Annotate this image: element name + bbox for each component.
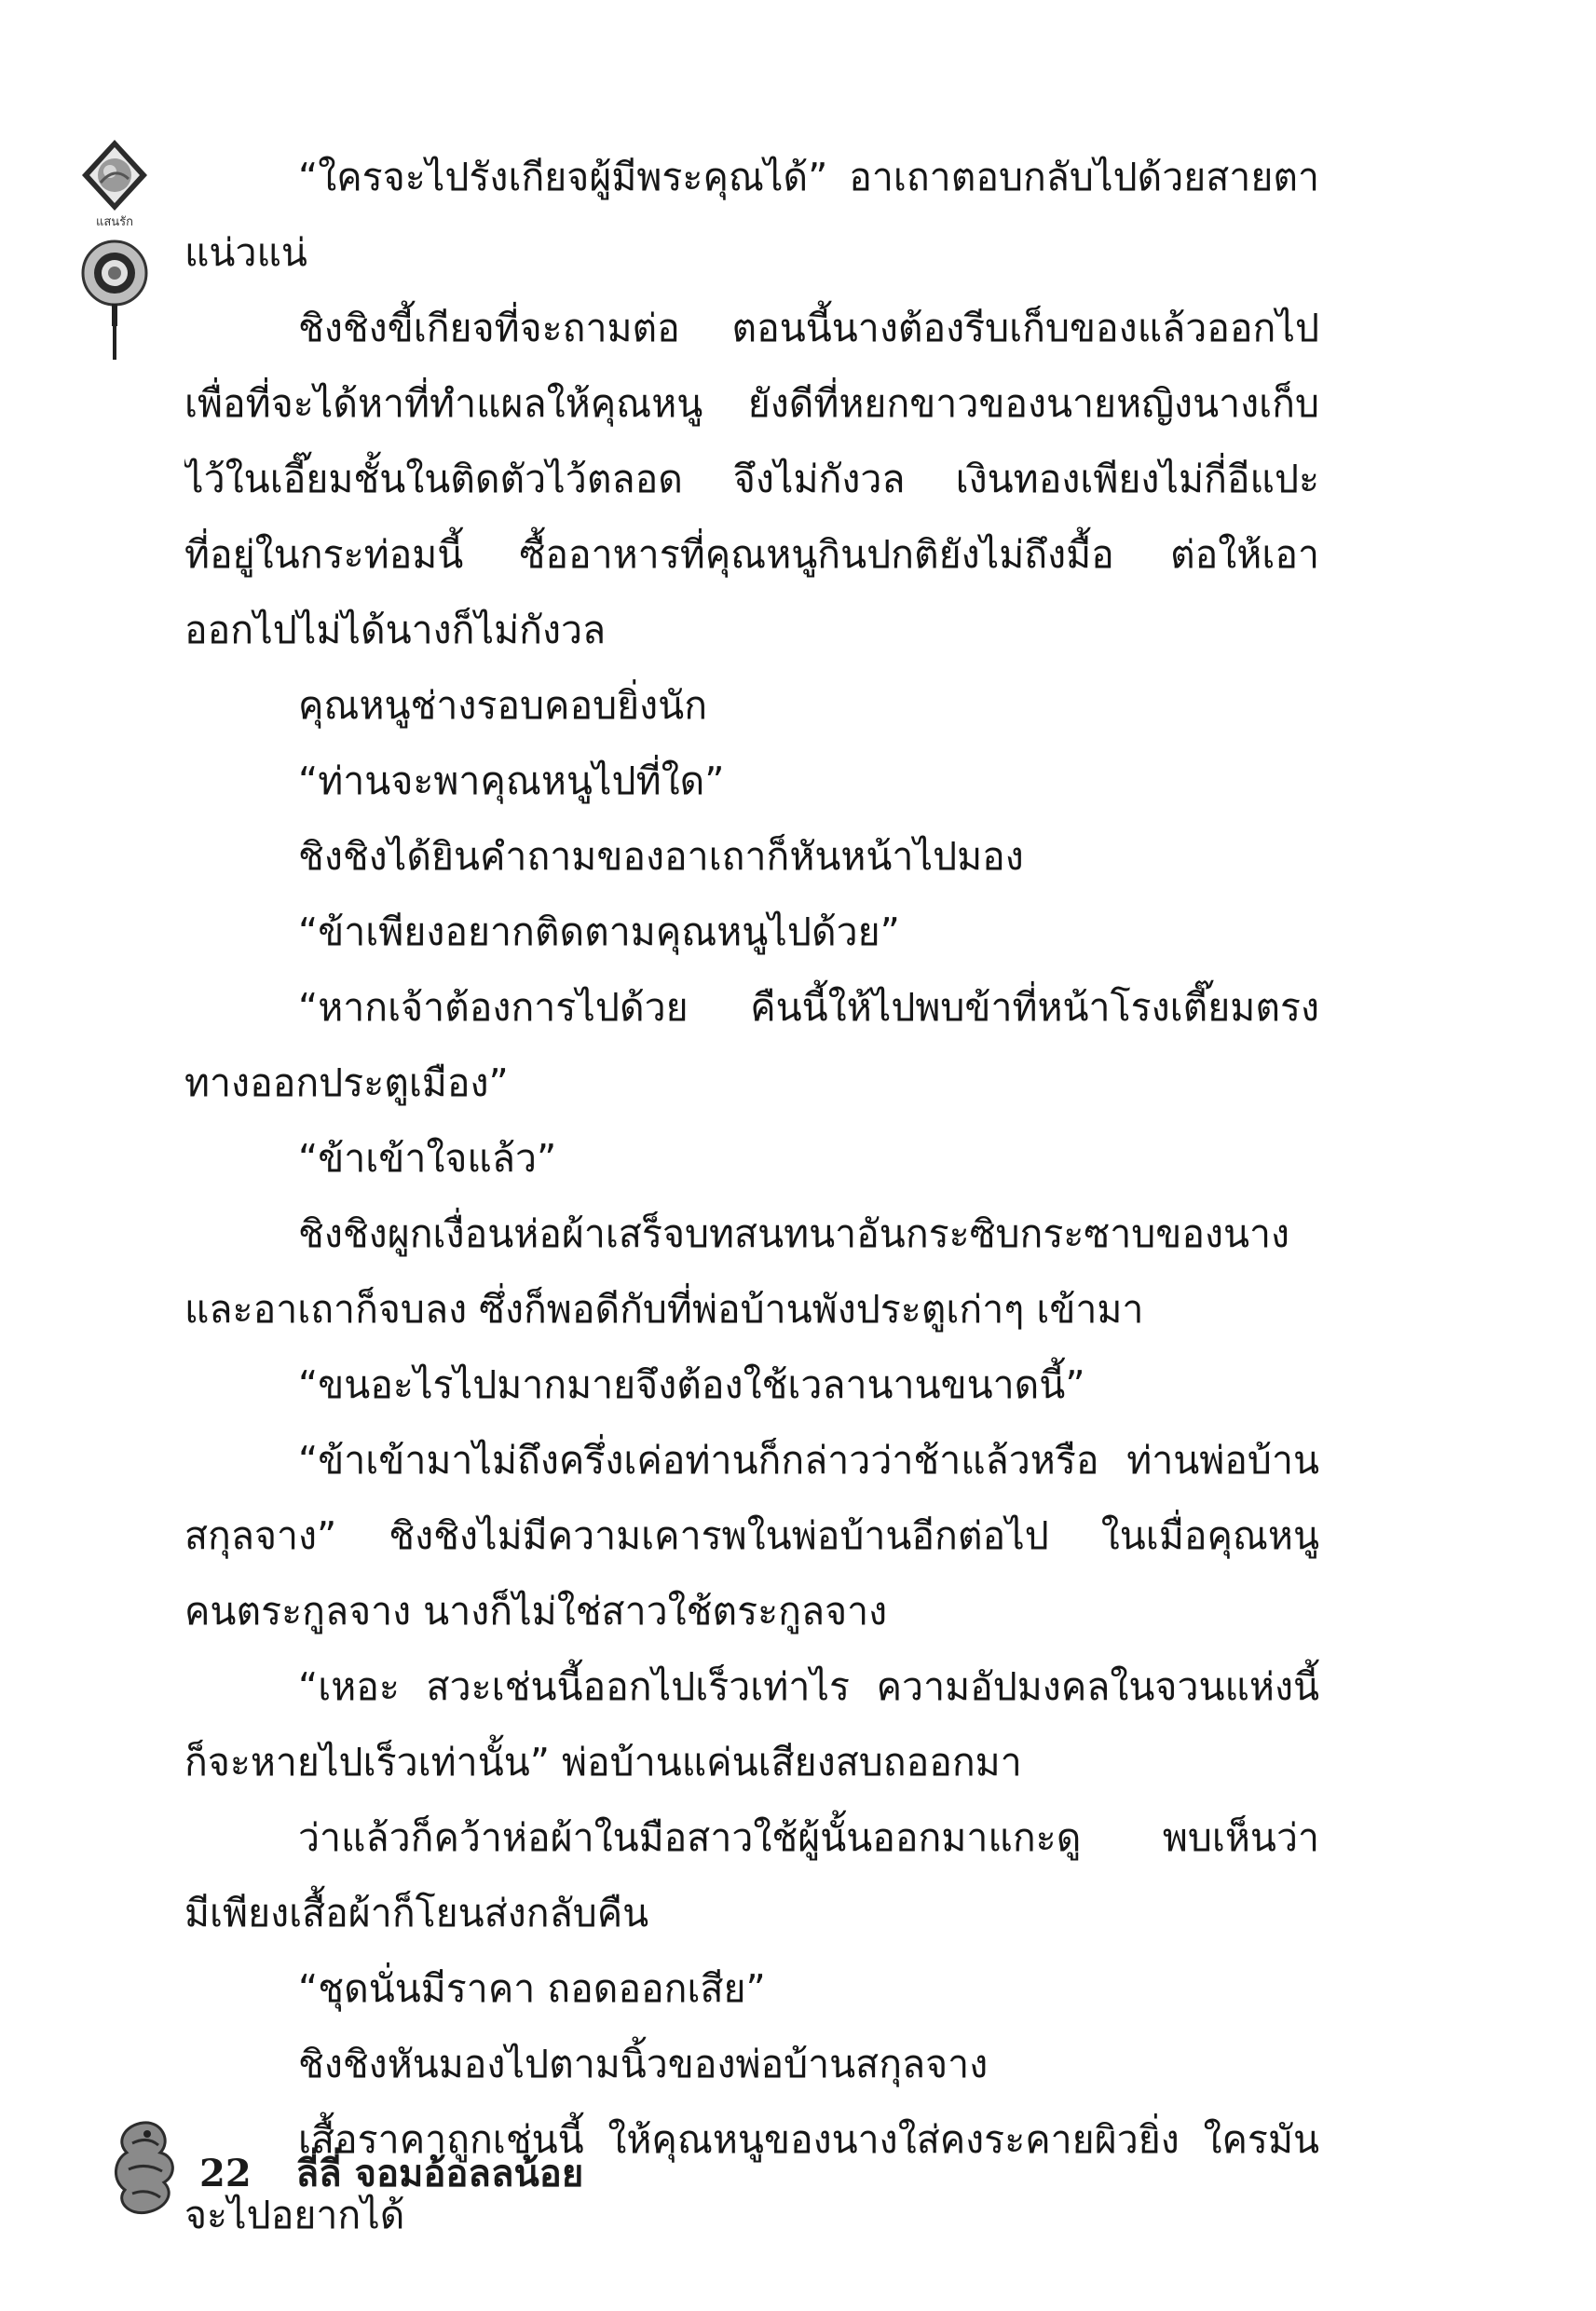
text-line: ว่าแล้วก็คว้าห่อผ้าในมือสาวใช้ผู้นั้นออกมาแกะดู พบเห็นว่า (298, 1815, 1319, 1860)
text-line: เพื่อที่จะได้หาที่ทำแผลให้คุณหนู ยังดีที่หยกขาวของนายหญิงนางเก็บ (184, 381, 1319, 426)
diamond-logo-icon (82, 140, 147, 211)
text-line: และอาเถาก็จบลง ซึ่งก็พอดีกับที่พ่อบ้านพังประตูเก่าๆ เข้ามา (184, 1287, 1144, 1332)
text-line: ไว้ในเอี๊ยมชั้นในติดตัวไว้ตลอด จึงไม่กังวล เงินทองเพียงไม่กี่อีแปะ (184, 457, 1319, 501)
text-line: “เหอะ สวะเช่นนี้ออกไปเร็วเท่าไร ความอัปมงคลในจวนแห่งนี้ (298, 1664, 1319, 1709)
text-line: “ท่านจะพาคุณหนูไปที่ใด” (298, 759, 725, 803)
text-line: แน่วแน่ (184, 230, 307, 275)
text-line: “ใครจะไปรังเกียจผู้มีพระคุณได้” อาเถาตอบกลับไปด้วยสายตา (298, 155, 1319, 199)
dragon-icon (106, 2115, 183, 2218)
text-line: ชิงชิงผูกเงื่อนห่อผ้าเสร็จบทสนทนาอันกระซิบกระซาบของนาง (298, 1211, 1290, 1256)
text-line: “ข้าเพียงอยากติดตามคุณหนูไปด้วย” (298, 909, 900, 954)
text-line: ชิงชิงขี้เกียจที่จะถามต่อ ตอนนี้นางต้องรีบเก็บของแล้วออกไป (298, 306, 1319, 350)
text-line: “ชุดนั่นมีราคา ถอดออกเสีย” (298, 1966, 766, 2011)
text-line: “หากเจ้าต้องการไปด้วย คืนนี้ให้ไปพบข้าที่หน้าโรงเตี๊ยมตรง (298, 985, 1319, 1030)
ornament-knot-icon (83, 241, 146, 360)
text-line: “ข้าเข้าใจแล้ว” (298, 1136, 557, 1181)
text-line: ออกไปไม่ได้นางก็ไม่กังวล (184, 608, 607, 652)
book-title: ลี่ลี่ จอมอ้อลลน้อย (295, 2152, 584, 2195)
text-line: “ข้าเข้ามาไม่ถึงครึ่งเค่อท่านก็กล่าวว่าช้าแล้วหรือ ท่านพ่อบ้าน (298, 1438, 1319, 1483)
text-line: จะไปอยากได้ (184, 2193, 405, 2237)
page-footer (199, 2143, 584, 2195)
text-line: ชิงชิงหันมองไปตามนิ้วของพ่อบ้านสกุลจาง (298, 2042, 989, 2086)
emblem-label: แสนรัก (95, 215, 134, 229)
text-line: มีเพียงเสื้อผ้าก็โยนส่งกลับคืน (184, 1891, 649, 1935)
body-text (184, 140, 1319, 2253)
text-line: “ขนอะไรไปมากมายจึงต้องใช้เวลานานขนาดนี้” (298, 1362, 1085, 1407)
text-line: ทางออกประตูเมือง” (184, 1060, 509, 1105)
text-line: ก็จะหายไปเร็วเท่านั้น” พ่อบ้านแค่นเสียงสบถออกมา (184, 1740, 1022, 1785)
text-line: สกุลจาง” ชิงชิงไม่มีความเคารพในพ่อบ้านอีกต่อไป ในเมื่อคุณหนู (184, 1513, 1319, 1558)
text-line: คุณหนูช่างรอบคอบยิ่งนัก (298, 683, 708, 728)
text-line: เสื้อราคาถูกเช่นนี้ ให้คุณหนูของนางใส่คงระคายผิวยิ่ง ใครมัน (298, 2117, 1319, 2162)
page-number: 22 (199, 2152, 252, 2195)
publisher-emblem (73, 138, 157, 362)
text-line: ชิงชิงได้ยินคำถามของอาเถาก็หันหน้าไปมอง (298, 834, 1024, 879)
text-line: ที่อยู่ในกระท่อมนี้ ซื้ออาหารที่คุณหนูกินปกติยังไม่ถึงมื้อ ต่อให้เอา (184, 532, 1319, 577)
text-line: คนตระกูลจาง นางก็ไม่ใช่สาวใช้ตระกูลจาง (184, 1589, 888, 1634)
